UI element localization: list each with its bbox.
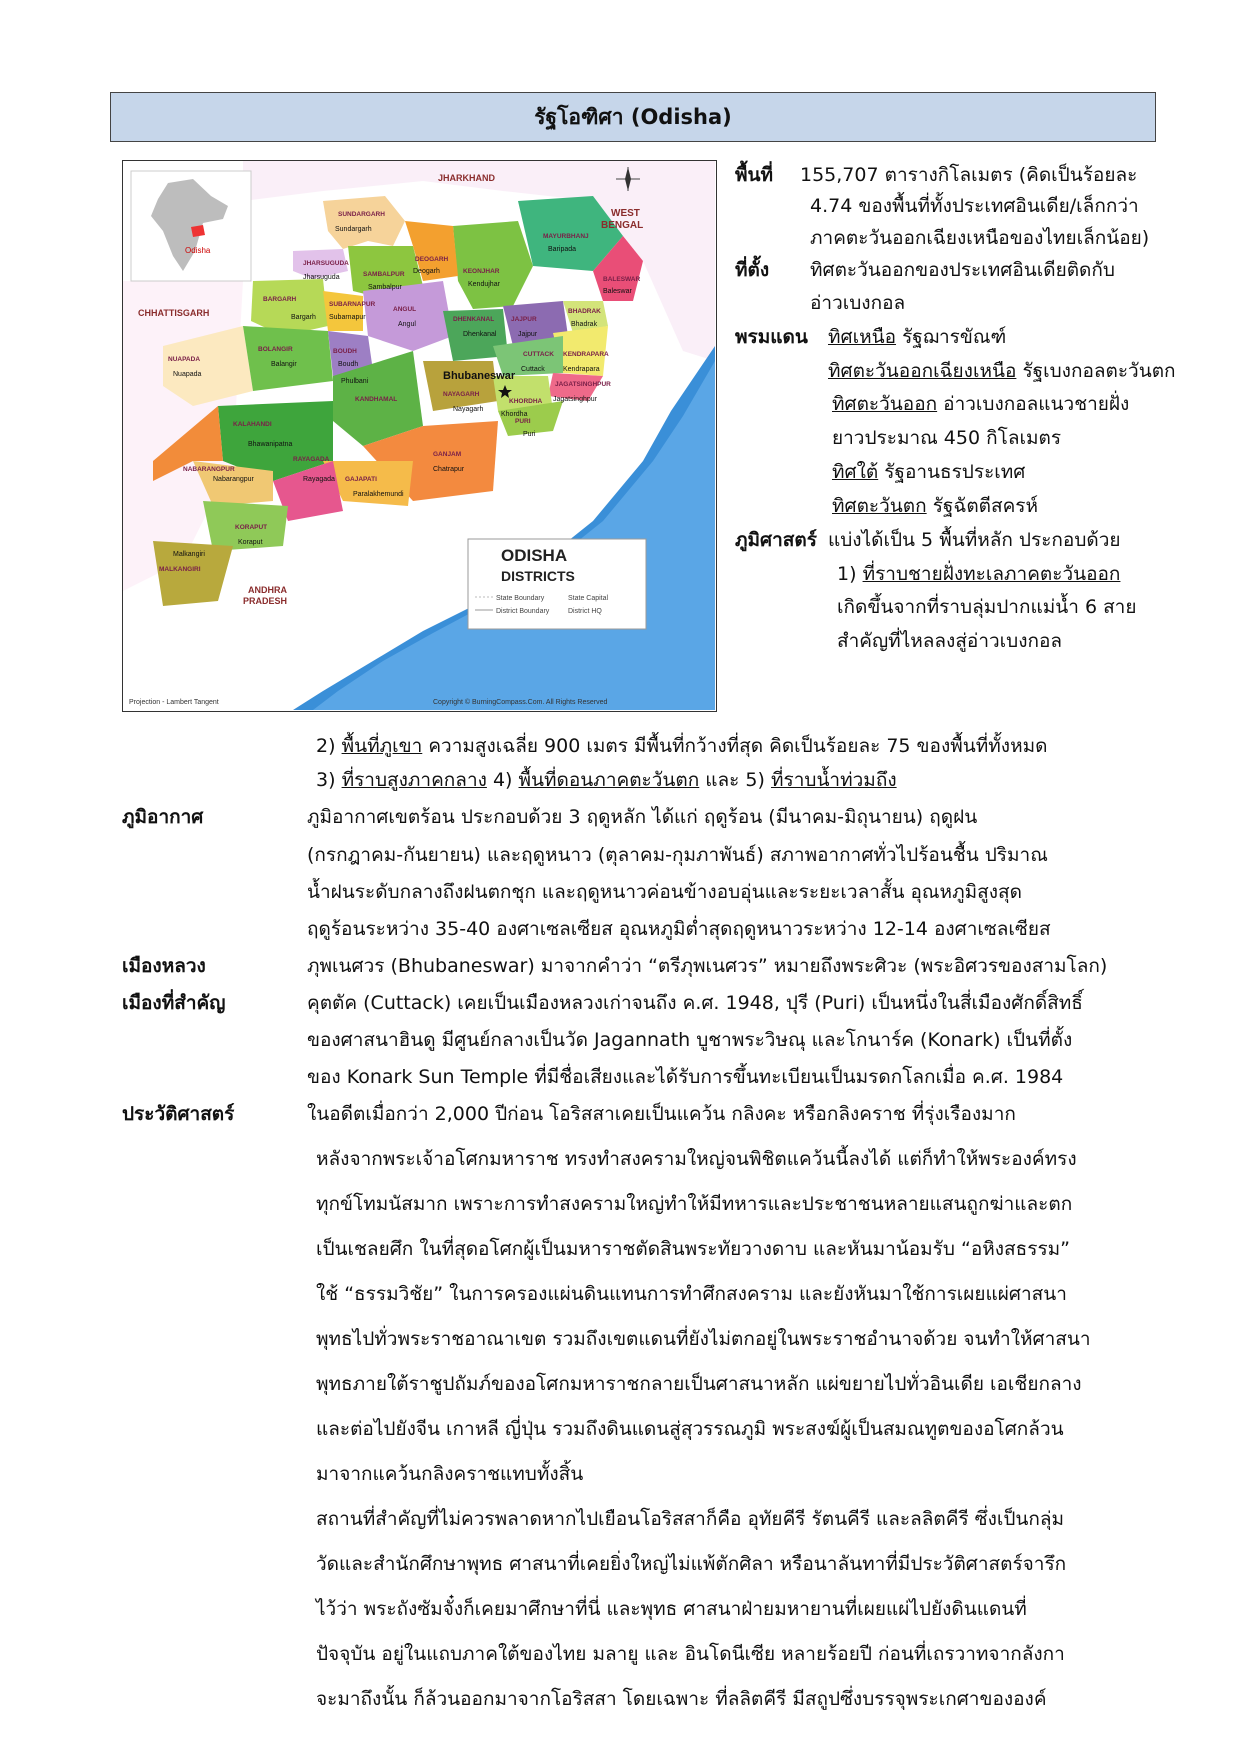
history-line: หลังจากพระเจ้าอโศกมหาราช ทรงทำสงครามใหญ่จนพิชิตแคว้นนี้ลงได้ แต่ก็ทำให้พระองค์ทรง	[316, 1148, 1077, 1170]
town-label: Chatrapur	[433, 466, 465, 473]
odisha-districts-map	[122, 160, 717, 712]
history-line: ไว้ว่า พระถังซัมจั๋งก็เคยมาศึกษาที่นี่ และพุทธ ศาสนาฝ่ายมหายานที่เผยแผ่ไปยังดินแดนที่	[316, 1598, 1027, 1620]
cities-line: คุตตัค (Cuttack) เคยเป็นเมืองหลวงเก่าจนถึง ค.ศ. 1948, ปุรี (Puri) เป็นหนึ่งในสี่เมืองศักดิ์สิทธิ์	[307, 992, 1083, 1014]
history-line: เป็นเชลยศึก ในที่สุดอโศกผู้เป็นมหาราชตัดสินพระทัยวางดาบ และหันมาน้อมรับ “อหิงสธรรม”	[316, 1238, 1071, 1260]
history-line: มาจากแคว้นกลิงคราชแทบทั้งสิ้น	[316, 1463, 584, 1485]
town-label: Subarnapur	[329, 314, 366, 321]
location-line1: ทิศตะวันออกของประเทศอินเดียติดกับ	[810, 259, 1115, 281]
location-label: ที่ตั้ง	[735, 259, 770, 281]
svg-text:BENGAL: BENGAL	[601, 220, 644, 231]
town-label: Jajpur	[518, 331, 538, 338]
svg-text:Copyright © BurningCompass.Com: Copyright © BurningCompass.Com. All Rights Reserved	[433, 699, 608, 706]
town-label: Bargarh	[291, 314, 316, 321]
town-label: Nayagarh	[453, 406, 484, 413]
town-label: Rayagada	[303, 476, 335, 483]
district-label: JHARSUGUDA	[303, 260, 349, 267]
capital-text: ภุพเนศวร (Bhubaneswar) มาจากคำว่า “ตรีภุพเนศวร” หมายถึงพระศิวะ (พระอิศวรของสามโลก)	[307, 955, 1108, 977]
borders-label: พรมแดน	[735, 326, 808, 348]
area-line2: 4.74 ของพื้นที่ทั้งประเทศอินเดีย/เล็กกว่า	[810, 195, 1139, 217]
town-label: Angul	[398, 321, 416, 328]
district-label: DHENKANAL	[453, 316, 495, 323]
district-label: BALESWAR	[603, 276, 641, 283]
district-label: BHADRAK	[568, 308, 601, 315]
geography-region-1-desc1: เกิดขึ้นจากที่ราบลุ่มปากแม่น้ำ 6 สาย	[837, 596, 1137, 618]
border-east-length: ยาวประมาณ 450 กิโลเมตร	[832, 427, 1062, 449]
geography-region-2: 2) พื้นที่ภูเขา ความสูงเฉลี่ย 900 เมตร มีพื้นที่กว้างที่สุด คิดเป็นร้อยละ 75 ของพื้นที่ทั้งหมด	[316, 735, 1048, 757]
border-south: ทิศใต้ รัฐอานธรประเทศ	[832, 461, 1026, 483]
town-label: Dhenkanal	[463, 331, 497, 338]
town-label: Nabarangpur	[213, 476, 254, 483]
history-line: ใช้ “ธรรมวิชัย” ในการครองแผ่นดินแทนการทำศึกสงคราม และยังหันมาใช้การเผยแผ่ศาสนา	[316, 1283, 1067, 1305]
svg-text:WEST: WEST	[611, 208, 640, 219]
district-label: BARGARH	[263, 296, 297, 303]
climate-line: (กรกฎาคม-กันยายน) และฤดูหนาว (ตุลาคม-กุมภาพันธ์) สภาพอากาศทั่วไปร้อนชื้น ปริมาณ	[307, 844, 1048, 866]
town-label: Puri	[523, 431, 536, 438]
history-line: พุทธไปทั่วพระราชอาณาเขต รวมถึงเขตแดนที่ยังไม่ตกอยู่ในพระราชอำนาจด้วย จนทำให้ศาสนา	[316, 1328, 1091, 1350]
district-label: GANJAM	[433, 451, 462, 458]
town-label: Bhawanipatna	[248, 441, 293, 448]
svg-text:Bhubaneswar: Bhubaneswar	[443, 370, 516, 382]
district-label: NAYAGARH	[443, 391, 480, 398]
history-label: ประวัติศาสตร์	[122, 1103, 235, 1125]
town-label: Paralakhemundi	[353, 491, 404, 498]
town-label: Nuapada	[173, 371, 202, 378]
town-label: Kendujhar	[468, 281, 500, 288]
location-line2: อ่าวเบงกอล	[810, 292, 906, 314]
district-label: KANDHAMAL	[355, 396, 398, 403]
history-line: สถานที่สำคัญที่ไม่ควรพลาดหากไปเยือนโอริสสาก็คือ อุทัยคีรี รัตนคีรี และลลิตคีรี ซึ่งเป็นกลุ่ม	[316, 1508, 1065, 1530]
climate-line: ภูมิอากาศเขตร้อน ประกอบด้วย 3 ฤดูหลัก ได้แก่ ฤดูร้อน (มีนาคม-มิถุนายน) ฤดูฝน	[307, 806, 978, 828]
town-label: Malkangiri	[173, 551, 205, 558]
district-label: KORAPUT	[235, 524, 268, 531]
town-label: Cuttack	[521, 366, 545, 373]
town-label: Balangir	[271, 361, 297, 368]
geography-region-1-desc2: สำคัญที่ไหลลงสู่อ่าวเบงกอล	[837, 630, 1063, 652]
history-line: ปัจจุบัน อยู่ในแถบภาคใต้ของไทย มลายู และ อินโดนีเซีย หลายร้อยปี ก่อนที่เถรวาทจากลังกา	[316, 1643, 1065, 1665]
border-east: ทิศตะวันออก อ่าวเบงกอลแนวชายฝั่ง	[832, 393, 1130, 415]
town-label: Phulbani	[341, 378, 369, 385]
svg-text:ODISHA: ODISHA	[501, 546, 568, 565]
district-label: NABARANGPUR	[183, 466, 235, 473]
district-label: ANGUL	[393, 306, 417, 313]
india-inset-map	[131, 171, 251, 281]
district-label: SUBARNAPUR	[329, 301, 376, 308]
svg-text:State Capital: State Capital	[568, 595, 609, 602]
town-label: Koraput	[238, 539, 263, 546]
border-west: ทิศตะวันตก รัฐฉัตตีสครห์	[832, 495, 1039, 517]
area-line3: ภาคตะวันออกเฉียงเหนือของไทยเล็กน้อย)	[810, 227, 1150, 249]
svg-text:CHHATTISGARH: CHHATTISGARH	[138, 308, 210, 318]
district-label: KENDRAPARA	[563, 351, 609, 358]
district-label: RAYAGADA	[293, 456, 330, 463]
climate-line: ฤดูร้อนระหว่าง 35-40 องศาเซลเซียส อุณหภูมิต่ำสุดฤดูหนาวระหว่าง 12-14 องศาเซลเซียส	[307, 918, 1051, 940]
svg-text:PRADESH: PRADESH	[243, 596, 288, 606]
page-title: รัฐโอฑิศา (Odisha)	[110, 92, 1156, 142]
svg-text:JHARKHAND: JHARKHAND	[438, 173, 496, 183]
district-subarnapur	[323, 291, 363, 331]
town-label: Baripada	[548, 246, 577, 253]
svg-text:Odisha: Odisha	[185, 246, 211, 255]
svg-text:District HQ: District HQ	[568, 608, 602, 615]
svg-text:State Boundary: State Boundary	[496, 595, 545, 602]
geography-region-1: 1) ที่ราบชายฝั่งทะเลภาคตะวันออก	[837, 563, 1121, 585]
svg-text:District Boundary: District Boundary	[496, 608, 550, 615]
district-label: KHORDHA	[509, 398, 543, 405]
district-label: MAYURBHANJ	[543, 233, 589, 240]
district-label: BOUDH	[333, 348, 357, 355]
capital-label: เมืองหลวง	[122, 955, 206, 977]
district-label: SUNDARGARH	[338, 211, 385, 218]
history-line: วัดและสำนักศึกษาพุทธ ศาสนาที่เคยยิ่งใหญ่ไม่แพ้ตักศิลา หรือนาลันทาที่มีประวัติศาสตร์จารึก	[316, 1553, 1067, 1575]
cities-line: ของศาสนาฮินดู มีศูนย์กลางเป็นวัด Jagannath บูชาพระวิษณุ และโกนาร์ค (Konark) เป็นที่ตั้ง	[307, 1029, 1073, 1051]
district-label: DEOGARH	[415, 256, 449, 263]
history-line: จะมาถึงนั้น ก็ล้วนออกมาจากโอริสสา โดยเฉพาะ ที่ลลิตคีรี มีสถูปซึ่งบรรจุพระเกศาขององค์	[316, 1688, 1047, 1710]
geography-intro: แบ่งได้เป็น 5 พื้นที่หลัก ประกอบด้วย	[828, 529, 1121, 551]
svg-text:Projection - Lambert Tangent: Projection - Lambert Tangent	[129, 699, 219, 706]
town-label: Boudh	[338, 361, 359, 368]
district-bolangir	[243, 326, 333, 391]
svg-text:ANDHRA: ANDHRA	[248, 585, 287, 595]
district-label: BOLANGIR	[258, 346, 293, 353]
geography-label: ภูมิศาสตร์	[735, 529, 817, 551]
border-north: ทิศเหนือ รัฐฌารขัณฑ์	[828, 326, 1007, 348]
climate-line: น้ำฝนระดับกลางถึงฝนตกชุก และฤดูหนาวค่อนข้างอบอุ่นและระยะเวลาสั้น อุณหภูมิสูงสุด	[307, 881, 1022, 903]
history-line: ทุกข์โทมนัสมาก เพราะการทำสงครามใหญ่ทำให้มีทหารและประชาชนหลายแสนถูกฆ่าและตก	[316, 1193, 1073, 1215]
town-label: Deogarh	[413, 268, 440, 275]
district-label: KALAHANDI	[233, 421, 272, 428]
svg-text:DISTRICTS: DISTRICTS	[501, 568, 575, 584]
town-label: Jharsuguda	[303, 274, 340, 281]
district-label: KEONJHAR	[463, 268, 500, 275]
town-label: Bhadrak	[571, 321, 598, 328]
history-line: ในอดีตเมื่อกว่า 2,000 ปีก่อน โอริสสาเคยเป็นแคว้น กลิงคะ หรือกลิงคราช ที่รุ่งเรืองมาก	[307, 1103, 1016, 1125]
town-label: Sambalpur	[368, 284, 402, 291]
map-legend	[468, 539, 646, 629]
district-label: MALKANGIRI	[159, 566, 201, 573]
district-label: SAMBALPUR	[363, 271, 405, 278]
town-label: Khordha	[501, 411, 528, 418]
town-label: Baleswar	[603, 288, 632, 295]
cities-label: เมืองที่สำคัญ	[122, 992, 226, 1014]
district-label: JAGATSINGHPUR	[555, 381, 611, 388]
climate-label: ภูมิอากาศ	[122, 806, 204, 828]
district-label: GAJAPATI	[345, 476, 377, 483]
border-northeast: ทิศตะวันออกเฉียงเหนือ รัฐเบงกอลตะวันตก	[828, 360, 1176, 382]
area-label: พื้นที่	[735, 164, 774, 186]
history-line: พุทธภายใต้ราชูปถัมภ์ของอโศกมหาราชกลายเป็นศาสนาหลัก แผ่ขยายไปทั่วอินเดีย เอเชียกลาง	[316, 1373, 1082, 1395]
district-label: JAJPUR	[511, 316, 537, 323]
town-label: Jagatsinghpur	[553, 396, 597, 403]
district-label: CUTTACK	[523, 351, 554, 358]
town-label: Kendrapara	[563, 366, 600, 373]
history-line: และต่อไปยังจีน เกาหลี ญี่ปุ่น รวมถึงดินแดนสู่สุวรรณภูมิ พระสงฆ์ผู้เป็นสมณทูตของอโศกล้วน	[316, 1418, 1064, 1440]
district-label: NUAPADA	[168, 356, 201, 363]
area-line1: 155,707 ตารางกิโลเมตร (คิดเป็นร้อยละ	[800, 164, 1138, 186]
geography-region-3-5: 3) ที่ราบสูงภาคกลาง 4) พื้นที่ดอนภาคตะวันตก และ 5) ที่ราบน้ำท่วมถึง	[316, 769, 897, 791]
town-label: Sundargarh	[335, 226, 372, 233]
cities-line: ของ Konark Sun Temple ที่มีชื่อเสียงและได้รับการขึ้นทะเบียนเป็นมรดกโลกเมื่อ ค.ศ. 1984	[307, 1066, 1064, 1088]
district-label: PURI	[515, 418, 531, 425]
